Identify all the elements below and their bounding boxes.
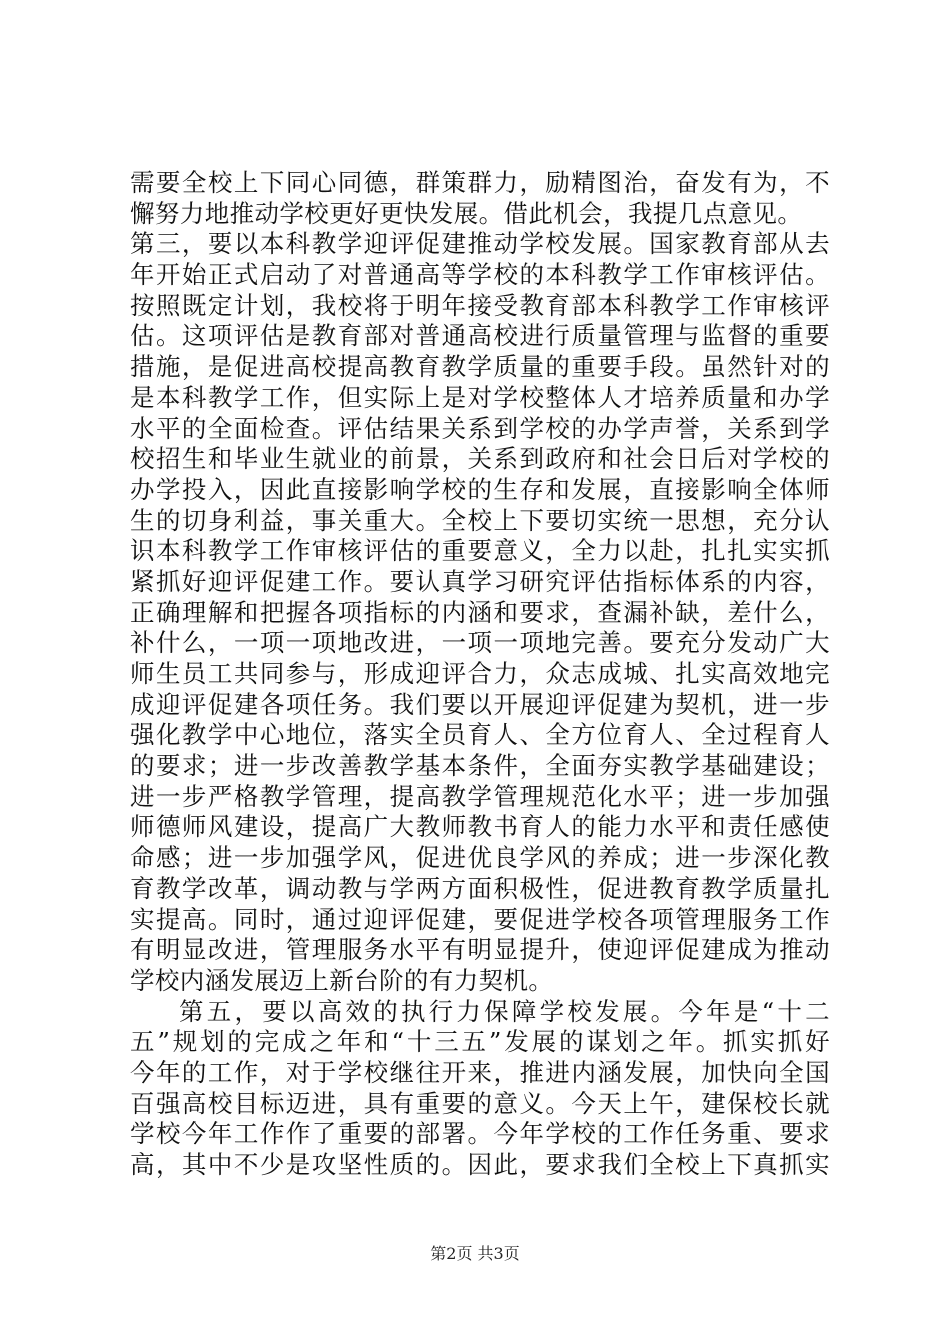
text-line: 识本科教学工作审核评估的重要意义，全力以赴，扎扎实实抓 (130, 536, 830, 566)
text-line: 按照既定计划，我校将于明年接受教育部本科教学工作审核评 (130, 290, 830, 320)
text-line: 五”规划的完成之年和“十三五”发展的谋划之年。抓实抓好 (130, 1027, 830, 1057)
text-line: 正确理解和把握各项指标的内涵和要求，查漏补缺，差什么， (130, 597, 830, 627)
text-line: 强化教学中心地位，落实全员育人、全方位育人、全过程育人 (130, 720, 830, 750)
document-body (130, 168, 830, 1181)
text-line: 办学投入，因此直接影响学校的生存和发展，直接影响全体师 (130, 474, 830, 504)
text-line: 年开始正式启动了对普通高等学校的本科教学工作审核评估。 (130, 260, 830, 290)
page-number-footer: 第2页 共3页 (430, 1244, 520, 1263)
text-line: 第三，要以本科教学迎评促建推动学校发展。国家教育部从去 (130, 229, 830, 259)
text-line: 育教学改革，调动教与学两方面积极性，促进教育教学质量扎 (130, 873, 830, 903)
text-line: 高，其中不少是攻坚性质的。因此，要求我们全校上下真抓实 (130, 1150, 830, 1179)
text-line: 生的切身利益，事关重大。全校上下要切实统一思想，充分认 (130, 505, 830, 535)
text-line: 命感；进一步加强学风，促进优良学风的养成；进一步深化教 (130, 843, 830, 873)
text-line: 水平的全面检查。评估结果关系到学校的办学声誉，关系到学 (130, 413, 830, 443)
text-line: 第五，要以高效的执行力保障学校发展。今年是“十二 (179, 996, 830, 1026)
text-line: 措施，是促进高校提高教育教学质量的重要手段。虽然针对的 (130, 352, 830, 382)
text-line: 学校今年工作作了重要的部署。今年学校的工作任务重、要求 (130, 1119, 830, 1149)
text-line: 学校内涵发展迈上新台阶的有力契机。 (130, 965, 554, 995)
text-line: 补什么，一项一项地改进，一项一项地完善。要充分发动广大 (130, 628, 830, 658)
text-line: 紧抓好迎评促建工作。要认真学习研究评估指标体系的内容， (130, 566, 830, 596)
text-line: 校招生和毕业生就业的前景，关系到政府和社会日后对学校的 (130, 444, 830, 474)
text-line: 的要求；进一步改善教学基本条件，全面夯实教学基础建设； (130, 751, 830, 781)
text-line: 百强高校目标迈进，具有重要的意义。今天上午，建保校长就 (130, 1088, 830, 1118)
text-line: 今年的工作，对于学校继往开来，推进内涵发展，加快向全国 (130, 1057, 830, 1087)
text-line: 师生员工共同参与，形成迎评合力，众志成城、扎实高效地完 (130, 659, 830, 688)
text-line: 需要全校上下同心同德，群策群力，励精图治，奋发有为，不 (130, 168, 830, 197)
text-line: 成迎评促建各项任务。我们要以开展迎评促建为契机，进一步 (130, 689, 830, 719)
text-line: 进一步严格教学管理，提高教学管理规范化水平；进一步加强 (130, 781, 830, 811)
text-line: 实提高。同时，通过迎评促建，要促进学校各项管理服务工作 (130, 904, 830, 934)
text-line: 有明显改进，管理服务水平有明显提升，使迎评促建成为推动 (130, 935, 830, 965)
text-line: 是本科教学工作，但实际上是对学校整体人才培养质量和办学 (130, 382, 830, 412)
text-line: 师德师风建设，提高广大教师教书育人的能力水平和责任感使 (130, 812, 830, 842)
text-line: 估。这项评估是教育部对普通高校进行质量管理与监督的重要 (130, 321, 830, 351)
text-line: 懈努力地推动学校更好更快发展。借此机会，我提几点意见。 (130, 198, 803, 228)
